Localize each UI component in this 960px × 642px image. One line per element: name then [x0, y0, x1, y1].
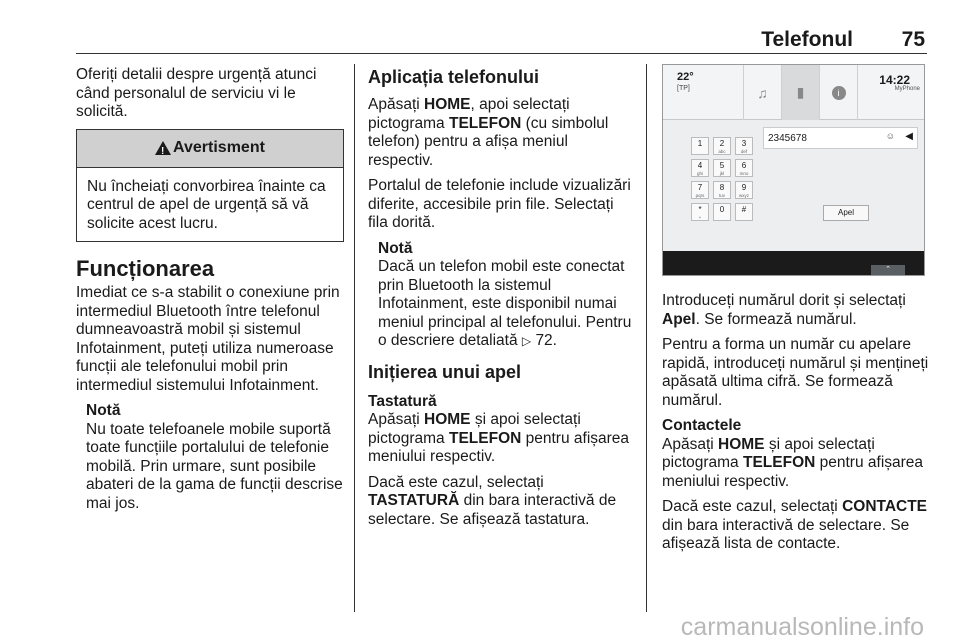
contact-icon[interactable]: ☺ — [885, 131, 895, 141]
dialed-number: 2345678 — [768, 133, 807, 144]
note-block — [86, 402, 344, 513]
function-paragraph: Imediat ce s-a stabilit o conexiune prin intermediul Bluetooth între telefonul dumneavoastră mobil și sistemul Infotainment, puteți utiliza numeroase funcții ale telefonului mobil prin intermediul sistemului Infotainment. — [76, 284, 340, 394]
apel-keyword: Apel — [662, 310, 696, 328]
key-digit: 4 — [697, 161, 703, 170]
key-digit: 9 — [741, 183, 747, 192]
paragraph-contacts-select: Dacă este cazul, selectați CONTACTE din bara interactivă de selectare. Se afișează lista de contacte. — [662, 498, 928, 552]
column-3 — [662, 292, 930, 561]
key-letters: wxyz — [739, 193, 749, 198]
key-digit: * — [698, 205, 702, 214]
keypad-key[interactable] — [735, 137, 753, 155]
intro-paragraph: Oferiți detalii despre urgență atunci când personalul de serviciu vi le solicită. — [76, 66, 317, 120]
page-reference[interactable]: 72. — [535, 332, 557, 349]
home-keyword: HOME — [424, 96, 471, 113]
keypad-key[interactable] — [713, 137, 731, 155]
traffic-program-label: [TP] — [677, 85, 690, 92]
key-digit: 3 — [741, 139, 747, 148]
call-button[interactable]: Apel — [823, 205, 869, 221]
temperature-readout: 22° — [677, 71, 694, 83]
warning-header — [77, 130, 343, 168]
key-digit: 7 — [697, 183, 703, 192]
note-text: Nu toate telefoanele mobile suportă toate funcțiile portalului de telefonie mobilă. Prin urmare, sunt posibile abateri de la gama de funcții descrise mai jos. — [86, 420, 343, 512]
keypad-key[interactable] — [713, 159, 731, 177]
heading-phone-app: Aplicația telefonului — [368, 67, 540, 87]
keypad-key[interactable] — [691, 159, 709, 177]
key-digit: 5 — [719, 161, 725, 170]
paragraph-keypad-select: Dacă este cazul, selectați TASTATURĂ din bara interactivă de selectare. Se afișează tastatura. — [368, 473, 617, 528]
page-header — [76, 28, 927, 54]
column-divider-1 — [354, 64, 355, 612]
key-digit: # — [741, 205, 747, 214]
connected-phone-label: MyPhone — [894, 86, 920, 92]
key-digit: 6 — [741, 161, 747, 170]
telefon-keyword: TELEFON — [448, 114, 522, 132]
chevron-up-icon[interactable]: ⌃ — [871, 265, 905, 275]
key-digit: 2 — [719, 139, 725, 148]
column-divider-2 — [646, 64, 647, 612]
key-letters: tuv — [718, 193, 725, 198]
key-letters: pqrs — [695, 193, 705, 198]
keypad-key[interactable] — [691, 137, 709, 155]
warning-text: Nu încheiați convorbirea înainte ca centrul de apel de urgență să vă solicite acest lucru. — [87, 177, 326, 232]
tile-music-icon[interactable]: ♫ — [743, 65, 781, 120]
numeric-keypad — [691, 137, 753, 221]
note-label: Notă — [86, 402, 121, 419]
paragraph-keypad-open: Apăsați HOME și apoi selectați pictograma TELEFON pentru afișarea meniului respectiv. — [368, 411, 630, 465]
key-letters: def — [740, 149, 748, 154]
note-label-2: Notă — [378, 239, 413, 257]
clock-readout: 14:22 — [879, 73, 910, 87]
column-2 — [368, 66, 636, 536]
keypad-key[interactable] — [713, 203, 731, 221]
keypad-key[interactable] — [735, 181, 753, 199]
key-letters: + — [698, 215, 702, 220]
dialed-number-field[interactable] — [763, 127, 918, 149]
subheading-contacts: Contactele — [662, 417, 742, 434]
column-1 — [76, 66, 344, 520]
backspace-icon[interactable]: ◀ — [905, 131, 913, 142]
key-digit: 1 — [697, 139, 703, 148]
paragraph-portal: Portalul de telefonie include vizualizări diferite, accesibile prin file. Selectați fila dorită. — [368, 177, 631, 231]
paragraph-speed-dial: Pentru a forma un număr cu apelare rapidă, introduceți numărul și mențineți apăsată ultima cifră. Se formează numărul. — [662, 336, 929, 409]
screen-top-bar — [663, 65, 924, 120]
paragraph-dial: Introduceți numărul dorit și selectați Apel. Se formează numărul. — [662, 292, 906, 328]
keypad-key[interactable] — [713, 181, 731, 199]
infotainment-screen — [662, 64, 925, 276]
paragraph-contacts-open: Apăsați HOME și apoi selectați pictograma TELEFON pentru afișarea meniului respectiv. — [662, 435, 924, 490]
warning-title: Avertisment — [173, 138, 265, 156]
heading-initiate-call: Inițierea unui apel — [368, 361, 522, 382]
heading-functionare: Funcționarea — [76, 256, 215, 281]
note-block-2 — [378, 240, 636, 351]
key-letters: mno — [739, 171, 749, 176]
tile-info-icon[interactable]: i — [819, 65, 857, 120]
tile-phone-icon[interactable]: ▮ — [781, 65, 819, 120]
keypad-key[interactable] — [691, 203, 709, 221]
paragraph-open-phone: Apăsați HOME, apoi selectați pictograma TELEFON (cu simbolul telefon) pentru a afișa meniul respectiv. — [368, 96, 609, 169]
warning-icon — [155, 141, 171, 155]
note-text-2: Dacă un telefon mobil este conectat prin Bluetooth la sistemul Infotainment, este disponibil numai meniul principal al telefonului. Pentru o descriere detaliată ▷ 72. — [378, 258, 632, 349]
key-letters: abc — [718, 149, 726, 154]
subheading-keypad: Tastatură — [368, 392, 437, 410]
keypad-key[interactable] — [691, 181, 709, 199]
screen-bottom-bar — [663, 251, 924, 275]
page-number: 75 — [901, 28, 925, 51]
page-ref-arrow-icon: ▷ — [521, 334, 532, 348]
key-letters: jkl — [719, 171, 725, 176]
keypad-key[interactable] — [735, 203, 753, 221]
key-digit: 8 — [719, 183, 725, 192]
section-title: Telefonul — [761, 28, 853, 51]
key-letters: ghi — [696, 171, 703, 176]
watermark: carmanualsonline.info — [680, 613, 924, 641]
warning-box — [76, 129, 344, 243]
key-digit: 0 — [719, 205, 725, 214]
keypad-key[interactable] — [735, 159, 753, 177]
